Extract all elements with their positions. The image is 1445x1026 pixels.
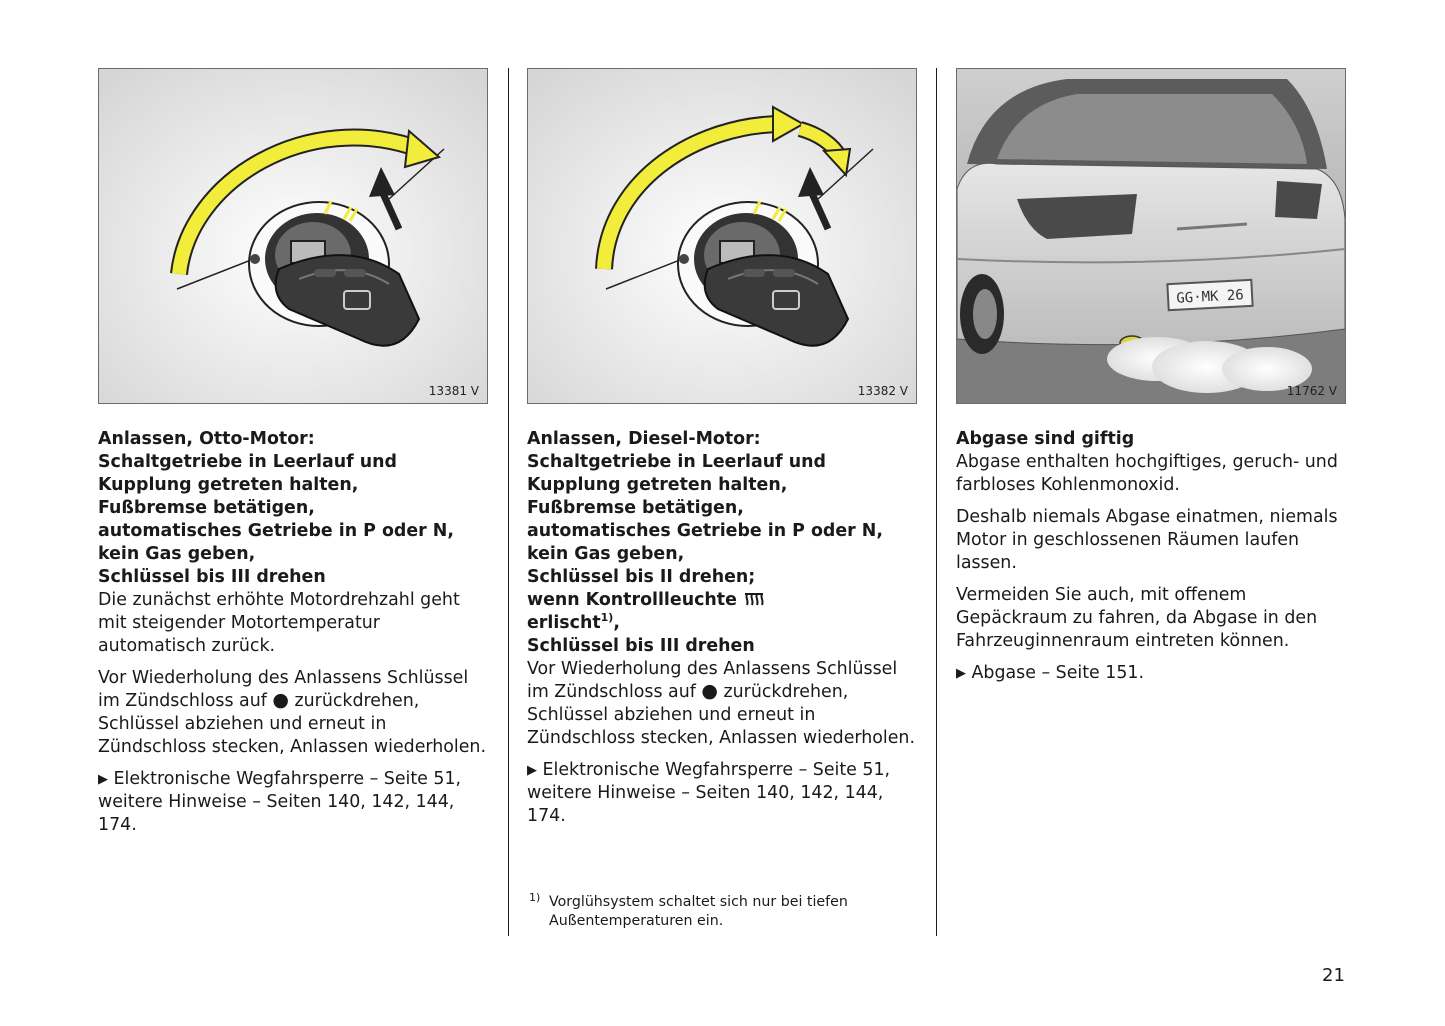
paragraph-part: Vor Wiederholung des Anlassens Schlüssel im Zündschloss auf — [98, 668, 469, 711]
heading-diesel — [527, 428, 917, 658]
heading-line: Schaltgetriebe in Leerlauf und — [98, 452, 397, 472]
heading-line: Fußbremse betätigen, — [527, 498, 744, 518]
cross-reference — [527, 759, 917, 828]
position-dot-icon: ● — [701, 680, 718, 702]
car-rear-illustration — [957, 69, 1345, 403]
heading-otto — [98, 428, 488, 589]
heading-line: automatisches Getriebe in P oder N, — [527, 521, 883, 541]
ignition-illustration — [528, 69, 916, 403]
figure-code: 11762 V — [1286, 384, 1337, 398]
footnote — [529, 893, 919, 931]
license-plate: GG·MK 26 — [1176, 287, 1245, 307]
heading-line-text: erlischt — [527, 613, 601, 633]
text-exhaust — [956, 428, 1346, 685]
footnote-mark: 1) — [529, 891, 541, 904]
paragraph: Vermeiden Sie auch, mit offenem Gepäckraum zu fahren, da Abgase in den Fahrzeuginnenraum eintreten können. — [956, 585, 1318, 651]
paragraph: Deshalb niemals Abgase einatmen, niemals Motor in geschlossenen Räumen laufen lassen. — [956, 507, 1338, 573]
heading-line-text: wenn Kontrollleuchte — [527, 590, 737, 610]
figure-ignition-otto — [98, 68, 488, 404]
heading-line: kein Gas geben, — [98, 544, 256, 564]
paragraph: Abgase enthalten hochgiftiges, geruch- und farbloses Kohlenmonoxid. — [956, 452, 1338, 495]
paragraph — [98, 667, 488, 759]
column-diesel — [527, 68, 917, 837]
heading-line: Kupplung getreten halten, — [527, 475, 788, 495]
footnote-text: Vorglühsystem schaltet sich nur bei tiefen Außentemperaturen ein. — [549, 894, 848, 929]
figure-ignition-diesel — [527, 68, 917, 404]
heading-line: automatisches Getriebe in P oder N, — [98, 521, 454, 541]
column-divider — [508, 68, 509, 936]
arrow-icon: ▶ — [956, 666, 966, 681]
page-number: 21 — [1322, 965, 1345, 986]
heading-line: Schlüssel bis III drehen — [527, 636, 755, 656]
heading-line: kein Gas geben, — [527, 544, 685, 564]
heading-line: Schlüssel bis III drehen — [98, 567, 326, 587]
figure-code: 13382 V — [857, 384, 908, 398]
heading-line: Fußbremse betätigen, — [98, 498, 315, 518]
figure-code: 13381 V — [428, 384, 479, 398]
paragraph: Die zunächst erhöhte Motordrehzahl geht mit steigender Motortemperatur automatisch zurück. — [98, 590, 460, 656]
ignition-illustration — [99, 69, 487, 403]
heading-line: Schaltgetriebe in Leerlauf und — [527, 452, 826, 472]
glow-plug-icon — [743, 591, 765, 607]
heading-line: Schlüssel bis II drehen; — [527, 567, 756, 587]
column-divider — [936, 68, 937, 936]
arrow-icon: ▶ — [98, 772, 108, 787]
text-diesel — [527, 428, 917, 828]
arrow-icon: ▶ — [527, 763, 537, 778]
column-exhaust — [956, 68, 1346, 694]
paragraph-part: zurückdrehen, Schlüssel abziehen und erneut in Zündschloss stecken, Anlassen wiederholen. — [527, 682, 915, 748]
cross-reference — [956, 662, 1346, 685]
paragraph-part: Vor Wiederholung des Anlassens Schlüssel im Zündschloss auf — [527, 659, 898, 702]
column-otto — [98, 68, 488, 846]
figure-exhaust — [956, 68, 1346, 404]
heading-line: Anlassen, Otto-Motor: — [98, 429, 315, 449]
position-dot-icon: ● — [272, 689, 289, 711]
cross-reference-text: Abgase – Seite 151. — [971, 663, 1145, 683]
cross-reference-text: Elektronische Wegfahrsperre – Seite 51, weitere Hinweise – Seiten 140, 142, 144, 174. — [98, 769, 462, 835]
heading-line: erlischt$^{1)}$, — [527, 611, 620, 633]
heading-exhaust: Abgase sind giftig — [956, 429, 1135, 449]
paragraph — [527, 658, 917, 750]
cross-reference — [98, 768, 488, 837]
cross-reference-text: Elektronische Wegfahrsperre – Seite 51, weitere Hinweise – Seiten 140, 142, 144, 174. — [527, 760, 891, 826]
heading-line — [527, 589, 917, 612]
paragraph-part: zurückdrehen, Schlüssel abziehen und erneut in Zündschloss stecken, Anlassen wiederholen. — [98, 691, 486, 757]
heading-line: Kupplung getreten halten, — [98, 475, 359, 495]
heading-line: Anlassen, Diesel-Motor: — [527, 429, 761, 449]
footnote-reference: 1) — [600, 611, 614, 625]
text-otto — [98, 428, 488, 837]
